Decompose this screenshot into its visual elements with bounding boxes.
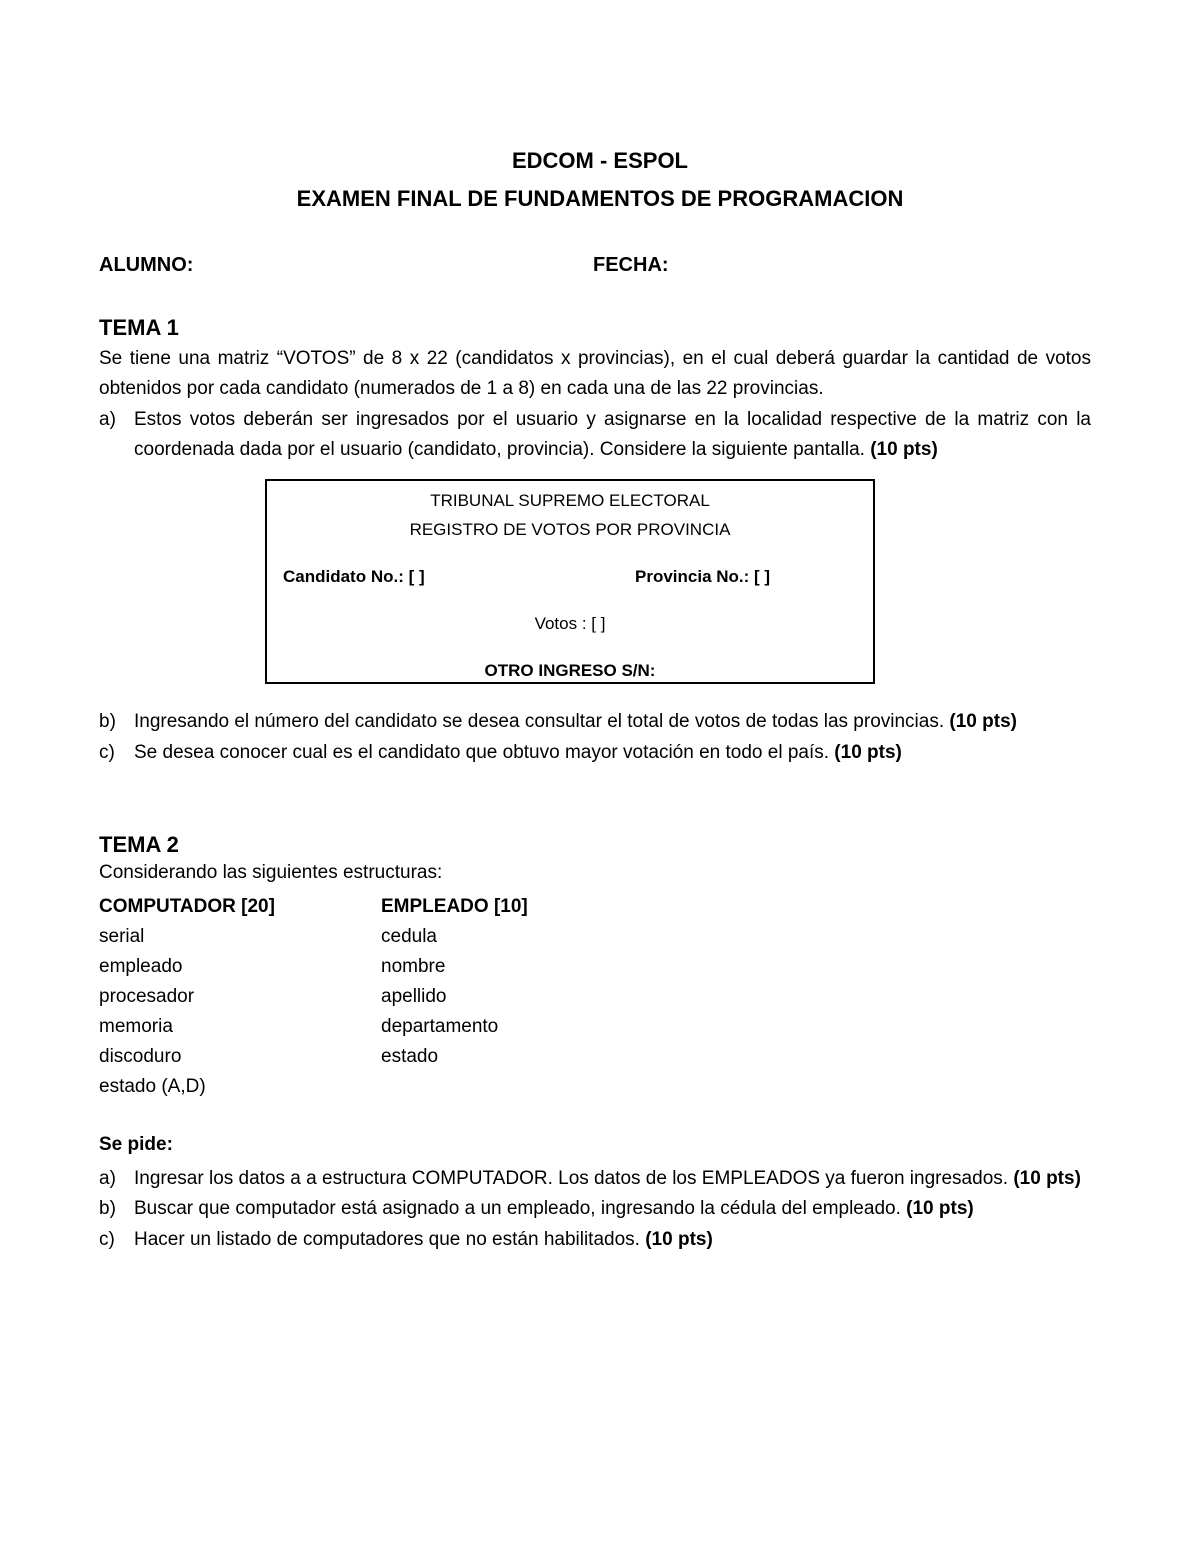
item-points: (10 pts) [1013, 1168, 1081, 1189]
item-text [134, 1164, 1091, 1194]
item-text-body: Estos votos deberán ser ingresados por el usuario y asignarse en la localidad respective de la matriz con la coordenada dada por el usuario (candidato, provincia). Considere la siguiente pantalla. [134, 409, 1091, 460]
item-text [134, 405, 1091, 465]
screen-line2: REGISTRO DE VOTOS POR PROVINCIA [409, 520, 731, 539]
item-text-body: Buscar que computador está asignado a un empleado, ingresando la cédula del empleado. [134, 1198, 901, 1219]
item-text-body: Ingresar los datos a a estructura COMPUTADOR. Los datos de los EMPLEADOS ya fueron ingresados. [134, 1168, 1009, 1189]
institution-title: EDCOM - ESPOL [511, 148, 688, 173]
structure-field: cedula [381, 926, 437, 947]
item-points: (10 pts) [949, 711, 1017, 732]
item-marker: b) [99, 1198, 116, 1219]
tema2-intro: Considerando las siguientes estructuras: [99, 862, 443, 883]
student-label: ALUMNO: [99, 254, 194, 276]
item-text-body: Ingresando el número del candidato se desea consultar el total de votos de todas las provincias. [134, 711, 945, 732]
empleado-structure [381, 892, 528, 1072]
screen-line1: TRIBUNAL SUPREMO ELECTORAL [430, 491, 710, 510]
item-text [134, 1225, 1091, 1255]
date-label: FECHA: [593, 254, 669, 276]
candidate-field: Candidato No.: [ ] [283, 567, 425, 586]
item-points: (10 pts) [834, 742, 902, 763]
structure-field: serial [99, 926, 145, 947]
structure-field: estado (A,D) [99, 1076, 206, 1097]
tema1-item-a [99, 405, 1091, 465]
tema1-item-b [99, 707, 1091, 737]
structure-field: procesador [99, 986, 195, 1007]
item-text-body: Hacer un listado de computadores que no están habilitados. [134, 1229, 640, 1250]
tema2-item-c [99, 1225, 1091, 1255]
item-text-body: Se desea conocer cual es el candidato que obtuvo mayor votación en todo el país. [134, 742, 830, 763]
tema1-item-c [99, 738, 1091, 768]
item-text [134, 707, 1091, 737]
computador-structure [99, 892, 275, 1102]
item-text [134, 1194, 1091, 1224]
structure-field: discoduro [99, 1046, 182, 1067]
tema1-title: TEMA 1 [99, 315, 179, 340]
item-marker: a) [99, 1168, 116, 1189]
structure-field: estado [381, 1046, 439, 1067]
tema1-intro: Se tiene una matriz “VOTOS” de 8 x 22 (candidatos x provincias), en el cual deberá guardar la cantidad de votos obtenidos por cada candidato (numerados de 1 a 8) en cada una de las 22 provincias. [99, 348, 1091, 399]
item-marker: a) [99, 409, 116, 430]
tema2-item-b [99, 1194, 1091, 1224]
item-marker: c) [99, 1229, 115, 1250]
exam-title: EXAMEN FINAL DE FUNDAMENTOS DE PROGRAMACION [296, 186, 904, 211]
item-points: (10 pts) [645, 1229, 713, 1250]
tema2-item-a [99, 1164, 1091, 1194]
item-marker: c) [99, 742, 115, 763]
voting-screen-box [265, 479, 875, 684]
item-points: (10 pts) [870, 439, 938, 460]
item-marker: b) [99, 711, 116, 732]
structure-field: empleado [99, 956, 183, 977]
item-points: (10 pts) [906, 1198, 974, 1219]
structure-header: EMPLEADO [10] [381, 896, 528, 917]
structure-field: departamento [381, 1016, 499, 1037]
tema2-title: TEMA 2 [99, 832, 179, 857]
structure-field: nombre [381, 956, 446, 977]
structure-field: memoria [99, 1016, 173, 1037]
province-field: Provincia No.: [ ] [635, 567, 771, 586]
item-text [134, 738, 1091, 768]
structure-field: apellido [381, 986, 447, 1007]
ask-label: Se pide: [99, 1134, 173, 1155]
other-entry-field: OTRO INGRESO S/N: [484, 661, 656, 680]
votes-field: Votos : [ ] [534, 614, 606, 633]
structure-header: COMPUTADOR [20] [99, 896, 275, 917]
